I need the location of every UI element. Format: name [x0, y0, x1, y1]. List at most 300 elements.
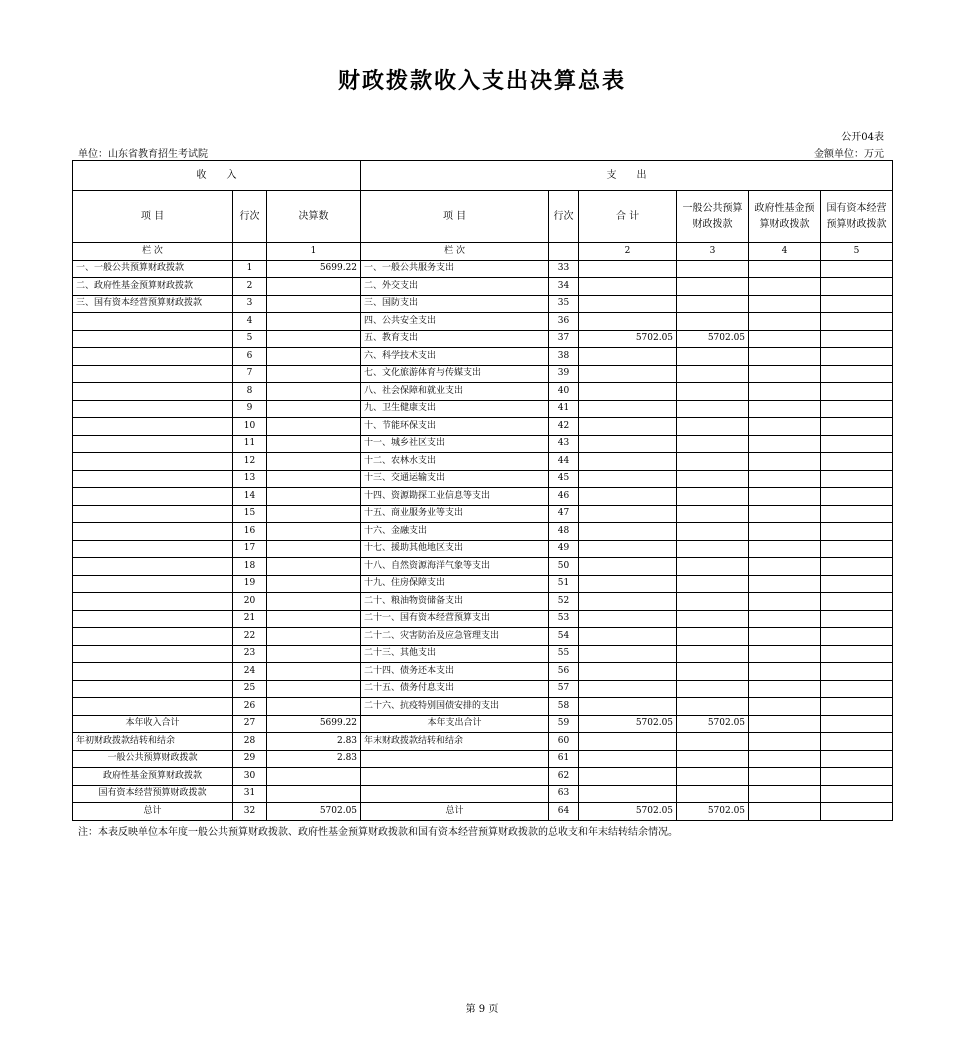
- expense-line-no: 55: [549, 645, 579, 663]
- expense-fund: [749, 488, 821, 506]
- income-amount: 5702.05: [267, 803, 361, 821]
- table-row: [73, 540, 893, 558]
- expense-fund: [749, 540, 821, 558]
- income-item: [73, 610, 233, 628]
- expense-general: [677, 278, 749, 296]
- summary-row: [73, 768, 893, 786]
- income-item: [73, 400, 233, 418]
- income-line-no: 24: [233, 663, 267, 681]
- expense-soe: [821, 628, 893, 646]
- expense-line-no: 53: [549, 610, 579, 628]
- income-line-no: 15: [233, 505, 267, 523]
- expense-line-no: 61: [549, 750, 579, 768]
- expense-item: 八、社会保障和就业支出: [361, 383, 549, 401]
- expense-soe: [821, 260, 893, 278]
- expense-fund: [749, 453, 821, 471]
- expense-total: [579, 645, 677, 663]
- income-item: [73, 505, 233, 523]
- income-item: [73, 383, 233, 401]
- expense-line-no: 33: [549, 260, 579, 278]
- expense-fund-header: 政府性基金预算财政拨款: [749, 191, 821, 243]
- expense-total: [579, 663, 677, 681]
- income-amount: [267, 348, 361, 366]
- income-amount: [267, 418, 361, 436]
- expense-line-no: 38: [549, 348, 579, 366]
- expense-item: 二、外交支出: [361, 278, 549, 296]
- table-row: [73, 348, 893, 366]
- expense-total: [579, 400, 677, 418]
- expense-item: 总计: [361, 803, 549, 821]
- expense-item: 二十三、其他支出: [361, 645, 549, 663]
- income-amount: 5699.22: [267, 260, 361, 278]
- income-amount: [267, 313, 361, 331]
- summary-row: [73, 785, 893, 803]
- expense-soe: [821, 715, 893, 733]
- colnum-1: 1: [267, 243, 361, 261]
- income-colnum-label: 栏 次: [73, 243, 233, 261]
- table-row: [73, 645, 893, 663]
- expense-item: 二十、粮油物资储备支出: [361, 593, 549, 611]
- expense-line-no: 44: [549, 453, 579, 471]
- income-line-no: 19: [233, 575, 267, 593]
- income-amount: [267, 505, 361, 523]
- income-item: [73, 540, 233, 558]
- expense-section-header: 支 出: [361, 161, 893, 191]
- expense-soe: [821, 435, 893, 453]
- income-item: [73, 698, 233, 716]
- expense-general: [677, 453, 749, 471]
- income-amount: [267, 365, 361, 383]
- expense-general: [677, 593, 749, 611]
- expense-general: [677, 505, 749, 523]
- expense-fund: [749, 803, 821, 821]
- table-row: [73, 663, 893, 681]
- expense-line-no: 49: [549, 540, 579, 558]
- expense-total: [579, 383, 677, 401]
- income-line-no: 7: [233, 365, 267, 383]
- table-row: [73, 418, 893, 436]
- expense-general: [677, 698, 749, 716]
- expense-total: [579, 733, 677, 751]
- table-row: [73, 505, 893, 523]
- income-line-no: 31: [233, 785, 267, 803]
- expense-general: [677, 575, 749, 593]
- expense-line-no: 63: [549, 785, 579, 803]
- expense-item: 十五、商业服务业等支出: [361, 505, 549, 523]
- income-amount: [267, 400, 361, 418]
- expense-fund: [749, 470, 821, 488]
- table-row: [73, 453, 893, 471]
- income-line-no: 23: [233, 645, 267, 663]
- expense-line-no: 62: [549, 768, 579, 786]
- expense-fund: [749, 278, 821, 296]
- expense-total: [579, 470, 677, 488]
- expense-line-no: 64: [549, 803, 579, 821]
- footnote: 注：本表反映单位本年度一般公共预算财政拨款、政府性基金预算财政拨款和国有资本经营预算财政拨款的总收支和年末结转结余情况。: [78, 827, 678, 838]
- expense-total: [579, 365, 677, 383]
- expense-fund: [749, 365, 821, 383]
- expense-general: [677, 733, 749, 751]
- expense-soe: [821, 558, 893, 576]
- expense-item: 五、教育支出: [361, 330, 549, 348]
- expense-general: [677, 523, 749, 541]
- expense-total: [579, 558, 677, 576]
- income-item: [73, 313, 233, 331]
- table-row: [73, 698, 893, 716]
- income-item: [73, 435, 233, 453]
- income-amount: [267, 628, 361, 646]
- expense-item: 本年支出合计: [361, 715, 549, 733]
- expense-total: [579, 575, 677, 593]
- expense-soe-header: 国有资本经营预算财政拨款: [821, 191, 893, 243]
- expense-general: [677, 663, 749, 681]
- expense-general: [677, 488, 749, 506]
- expense-fund: [749, 680, 821, 698]
- income-item: 年初财政拨款结转和结余: [73, 733, 233, 751]
- income-amount-header: 决算数: [267, 191, 361, 243]
- income-item: [73, 645, 233, 663]
- income-line-no: 11: [233, 435, 267, 453]
- expense-total: [579, 435, 677, 453]
- table-row: [73, 383, 893, 401]
- income-line-no: 30: [233, 768, 267, 786]
- expense-soe: [821, 698, 893, 716]
- expense-item: 二十四、债务还本支出: [361, 663, 549, 681]
- income-item: [73, 348, 233, 366]
- expense-fund: [749, 505, 821, 523]
- expense-line-no: 60: [549, 733, 579, 751]
- expense-line-no: 45: [549, 470, 579, 488]
- income-item: [73, 488, 233, 506]
- income-line-no: 29: [233, 750, 267, 768]
- income-line-no: 22: [233, 628, 267, 646]
- expense-soe: [821, 593, 893, 611]
- expense-soe: [821, 575, 893, 593]
- expense-fund: [749, 628, 821, 646]
- expense-fund: [749, 593, 821, 611]
- expense-general: [677, 558, 749, 576]
- expense-item: [361, 785, 549, 803]
- income-amount: 2.83: [267, 733, 361, 751]
- expense-soe: [821, 505, 893, 523]
- expense-soe: [821, 418, 893, 436]
- income-line-no: 16: [233, 523, 267, 541]
- expense-soe: [821, 768, 893, 786]
- expense-line-header: 行次: [549, 191, 579, 243]
- income-section-header: 收 入: [73, 161, 361, 191]
- expense-line-no: 36: [549, 313, 579, 331]
- income-item: 国有资本经营预算财政拨款: [73, 785, 233, 803]
- expense-line-no: 54: [549, 628, 579, 646]
- income-line-no: 10: [233, 418, 267, 436]
- expense-fund: [749, 733, 821, 751]
- expense-total: [579, 348, 677, 366]
- expense-line-no: 47: [549, 505, 579, 523]
- expense-soe: [821, 383, 893, 401]
- expense-general-header: 一般公共预算财政拨款: [677, 191, 749, 243]
- income-line-no: 5: [233, 330, 267, 348]
- expense-total: [579, 593, 677, 611]
- income-line-no: 6: [233, 348, 267, 366]
- colnum-3: 3: [677, 243, 749, 261]
- expense-item-header: 项 目: [361, 191, 549, 243]
- expense-soe: [821, 785, 893, 803]
- expense-total: [579, 610, 677, 628]
- income-item: 三、国有资本经营预算财政拨款: [73, 295, 233, 313]
- expense-item: 七、文化旅游体育与传媒支出: [361, 365, 549, 383]
- expense-general: [677, 645, 749, 663]
- expense-total: [579, 523, 677, 541]
- income-line-no: 20: [233, 593, 267, 611]
- colnum-4: 4: [749, 243, 821, 261]
- expense-fund: [749, 715, 821, 733]
- expense-fund: [749, 768, 821, 786]
- income-item: [73, 558, 233, 576]
- income-amount: 2.83: [267, 750, 361, 768]
- expense-fund: [749, 313, 821, 331]
- expense-line-no: 51: [549, 575, 579, 593]
- income-item: [73, 365, 233, 383]
- expense-general: [677, 383, 749, 401]
- expense-fund: [749, 750, 821, 768]
- expense-fund: [749, 645, 821, 663]
- summary-row: [73, 750, 893, 768]
- expense-total: [579, 505, 677, 523]
- expense-fund: [749, 610, 821, 628]
- expense-item: [361, 750, 549, 768]
- table-row: [73, 435, 893, 453]
- expense-soe: [821, 453, 893, 471]
- column-number-row: [73, 243, 893, 261]
- income-line-no: 9: [233, 400, 267, 418]
- income-amount: [267, 523, 361, 541]
- income-line-no: 21: [233, 610, 267, 628]
- expense-soe: [821, 488, 893, 506]
- expense-fund: [749, 663, 821, 681]
- expense-line-no: 52: [549, 593, 579, 611]
- expense-total: [579, 278, 677, 296]
- income-line-no: 28: [233, 733, 267, 751]
- income-item: [73, 523, 233, 541]
- expense-general: [677, 785, 749, 803]
- budget-summary-table: [72, 160, 893, 821]
- income-line-no: 14: [233, 488, 267, 506]
- expense-line-no: 57: [549, 680, 579, 698]
- expense-total: 5702.05: [579, 715, 677, 733]
- expense-line-no: 58: [549, 698, 579, 716]
- expense-soe: [821, 313, 893, 331]
- expense-item: 九、卫生健康支出: [361, 400, 549, 418]
- table-row: [73, 593, 893, 611]
- expense-total: 5702.05: [579, 330, 677, 348]
- income-line-header: 行次: [233, 191, 267, 243]
- expense-soe: [821, 803, 893, 821]
- table-row: [73, 680, 893, 698]
- expense-general: 5702.05: [677, 330, 749, 348]
- expense-general: [677, 400, 749, 418]
- income-amount: [267, 330, 361, 348]
- table-row: [73, 330, 893, 348]
- income-item: [73, 680, 233, 698]
- income-line-no: 1: [233, 260, 267, 278]
- income-line-no: 25: [233, 680, 267, 698]
- summary-row: [73, 733, 893, 751]
- income-line-no: 26: [233, 698, 267, 716]
- income-item: [73, 593, 233, 611]
- expense-line-no: 50: [549, 558, 579, 576]
- expense-total: [579, 295, 677, 313]
- expense-soe: [821, 645, 893, 663]
- income-item: 二、政府性基金预算财政拨款: [73, 278, 233, 296]
- expense-item: 二十六、抗疫特别国债安排的支出: [361, 698, 549, 716]
- expense-item: 十一、城乡社区支出: [361, 435, 549, 453]
- table-row: [73, 295, 893, 313]
- expense-item: 二十五、债务付息支出: [361, 680, 549, 698]
- income-item: [73, 330, 233, 348]
- expense-line-no: 40: [549, 383, 579, 401]
- income-line-no: 13: [233, 470, 267, 488]
- expense-general: [677, 768, 749, 786]
- table-row: [73, 260, 893, 278]
- expense-fund: [749, 260, 821, 278]
- expense-general: [677, 435, 749, 453]
- income-line-no: 18: [233, 558, 267, 576]
- expense-line-no: 56: [549, 663, 579, 681]
- expense-total: [579, 260, 677, 278]
- expense-general: [677, 348, 749, 366]
- form-number: 公开04表: [841, 132, 884, 143]
- expense-soe: [821, 610, 893, 628]
- income-line-no: 12: [233, 453, 267, 471]
- expense-general: [677, 470, 749, 488]
- expense-general: [677, 295, 749, 313]
- income-amount: [267, 488, 361, 506]
- expense-total: 5702.05: [579, 803, 677, 821]
- income-amount: [267, 698, 361, 716]
- expense-item: 十六、金融支出: [361, 523, 549, 541]
- expense-general: [677, 750, 749, 768]
- expense-item: 十四、资源勘探工业信息等支出: [361, 488, 549, 506]
- expense-total: [579, 488, 677, 506]
- colnum-2: 2: [579, 243, 677, 261]
- page-title: 财政拨款收入支出决算总表: [337, 68, 626, 94]
- income-amount: [267, 680, 361, 698]
- table-row: [73, 278, 893, 296]
- expense-fund: [749, 575, 821, 593]
- expense-soe: [821, 750, 893, 768]
- expense-fund: [749, 523, 821, 541]
- expense-fund: [749, 348, 821, 366]
- income-amount: [267, 470, 361, 488]
- income-amount: [267, 558, 361, 576]
- expense-soe: [821, 540, 893, 558]
- expense-line-no: 34: [549, 278, 579, 296]
- expense-total: [579, 628, 677, 646]
- expense-general: [677, 680, 749, 698]
- amount-unit-label: 金额单位：万元: [814, 149, 884, 160]
- income-amount: [267, 540, 361, 558]
- expense-item: 十三、交通运输支出: [361, 470, 549, 488]
- income-amount: 5699.22: [267, 715, 361, 733]
- expense-item: 十二、农林水支出: [361, 453, 549, 471]
- expense-item: 二十一、国有资本经营预算支出: [361, 610, 549, 628]
- income-item: 一般公共预算财政拨款: [73, 750, 233, 768]
- expense-soe: [821, 470, 893, 488]
- expense-fund: [749, 383, 821, 401]
- expense-item: 十、节能环保支出: [361, 418, 549, 436]
- expense-line-no: 59: [549, 715, 579, 733]
- income-item-header: 项 目: [73, 191, 233, 243]
- expense-soe: [821, 365, 893, 383]
- income-amount: [267, 663, 361, 681]
- table-row: [73, 313, 893, 331]
- income-amount: [267, 278, 361, 296]
- expense-line-no: 43: [549, 435, 579, 453]
- expense-total: [579, 453, 677, 471]
- expense-fund: [749, 785, 821, 803]
- income-line-no: 4: [233, 313, 267, 331]
- expense-line-no: 41: [549, 400, 579, 418]
- expense-colnum-label: 栏 次: [361, 243, 549, 261]
- income-item: [73, 575, 233, 593]
- expense-general: [677, 418, 749, 436]
- expense-item: 年末财政拨款结转和结余: [361, 733, 549, 751]
- expense-item: 四、公共安全支出: [361, 313, 549, 331]
- expense-item: 十九、住房保障支出: [361, 575, 549, 593]
- expense-total: [579, 313, 677, 331]
- expense-total-header: 合 计: [579, 191, 677, 243]
- expense-soe: [821, 680, 893, 698]
- income-colnum-line: [233, 243, 267, 261]
- table-row: [73, 400, 893, 418]
- income-amount: [267, 610, 361, 628]
- income-line-no: 8: [233, 383, 267, 401]
- expense-line-no: 48: [549, 523, 579, 541]
- expense-item: [361, 768, 549, 786]
- income-item: 本年收入合计: [73, 715, 233, 733]
- expense-soe: [821, 295, 893, 313]
- expense-general: [677, 313, 749, 331]
- expense-total: [579, 540, 677, 558]
- summary-row: [73, 715, 893, 733]
- expense-item: 十七、援助其他地区支出: [361, 540, 549, 558]
- expense-total: [579, 680, 677, 698]
- expense-general: [677, 540, 749, 558]
- table-row: [73, 523, 893, 541]
- income-item: [73, 453, 233, 471]
- expense-fund: [749, 418, 821, 436]
- expense-fund: [749, 698, 821, 716]
- summary-row: [73, 803, 893, 821]
- expense-item: 六、科学技术支出: [361, 348, 549, 366]
- income-amount: [267, 785, 361, 803]
- expense-line-no: 42: [549, 418, 579, 436]
- column-header-row: [73, 191, 893, 243]
- table-row: [73, 628, 893, 646]
- income-amount: [267, 295, 361, 313]
- expense-item: 十八、自然资源海洋气象等支出: [361, 558, 549, 576]
- expense-colnum-line: [549, 243, 579, 261]
- expense-item: 一、一般公共服务支出: [361, 260, 549, 278]
- expense-total: [579, 418, 677, 436]
- table-row: [73, 575, 893, 593]
- income-amount: [267, 575, 361, 593]
- income-item: [73, 663, 233, 681]
- expense-fund: [749, 435, 821, 453]
- expense-total: [579, 698, 677, 716]
- expense-item: 二十二、灾害防治及应急管理支出: [361, 628, 549, 646]
- expense-fund: [749, 558, 821, 576]
